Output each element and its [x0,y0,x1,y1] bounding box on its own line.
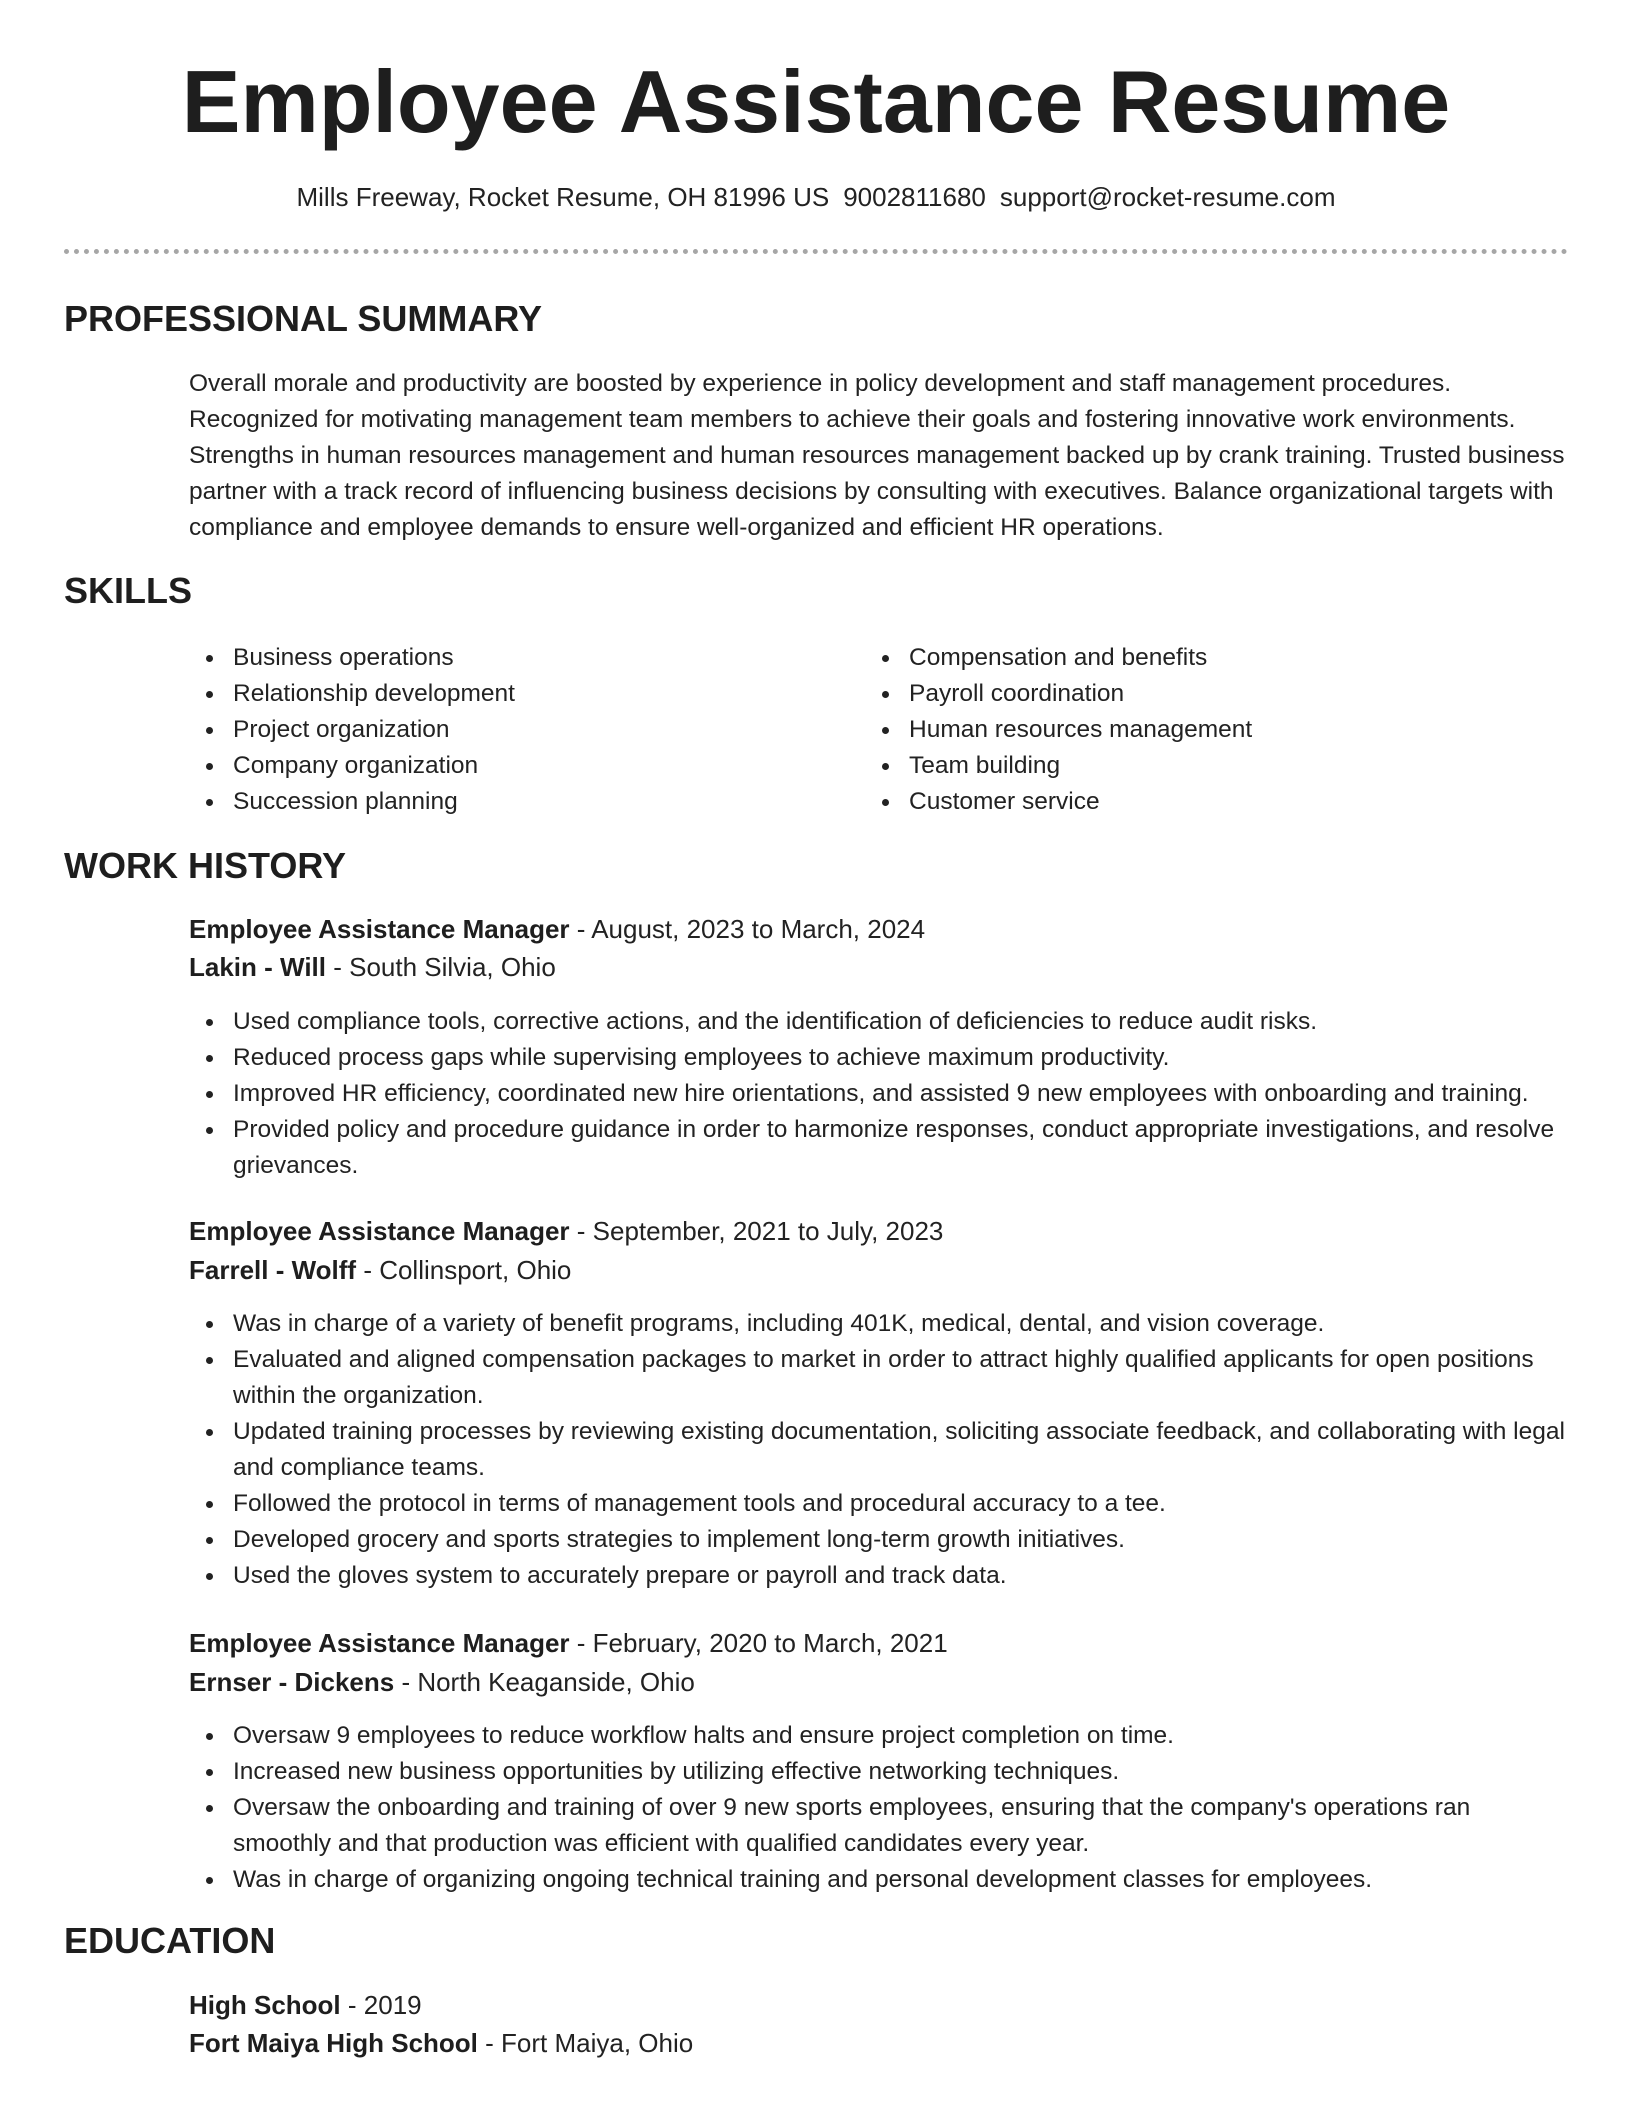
job-company: Farrell - Wolff [189,1255,357,1285]
job-bullet: Followed the protocol in terms of management tools and procedural accuracy to a tee. [189,1486,1569,1522]
job-dates: - August, 2023 to March, 2024 [569,914,926,944]
contact-line [0,180,1632,214]
skill-item: Business operations [189,640,829,676]
job-company-line [189,949,556,985]
education-degree-line [189,1987,422,2023]
job-bullet: Was in charge of organizing ongoing technical training and personal development classes for employees. [189,1862,1569,1898]
contact-address: Mills Freeway, Rocket Resume, OH 81996 US [296,182,830,212]
education-school-line [189,2025,693,2061]
job-bullet: Updated training processes by reviewing existing documentation, soliciting associate feedback, and collaborating with legal and compliance teams. [189,1414,1569,1486]
job-title: Employee Assistance Manager [189,914,570,944]
job-bullet: Increased new business opportunities by utilizing effective networking techniques. [189,1754,1569,1790]
job-bullet: Used the gloves system to accurately prepare or payroll and track data. [189,1558,1569,1594]
education-location: - Fort Maiya, Ohio [477,2028,694,2058]
skill-item: Company organization [189,748,829,784]
job-title-line [189,1213,943,1249]
job-bullet: Oversaw the onboarding and training of over 9 new sports employees, ensuring that the company's operations ran smoothly and that production was efficient with qualified candidates every year. [189,1790,1569,1862]
header-divider [64,249,1568,254]
job-company: Lakin - Will [189,952,326,982]
job-title: Employee Assistance Manager [189,1216,570,1246]
summary-heading: PROFESSIONAL SUMMARY [64,298,543,339]
skill-item: Payroll coordination [865,676,1505,712]
education-year: - 2019 [340,1990,422,2020]
job-title: Employee Assistance Manager [189,1628,570,1658]
job-bullets [189,1306,1569,1594]
skill-item: Compensation and benefits [865,640,1505,676]
skill-item: Customer service [865,784,1505,820]
skills-list-right [865,640,1505,820]
job-title-line [189,911,925,947]
skills-list-left [189,640,829,820]
job-location: - South Silvia, Ohio [326,952,556,982]
resume-title: Employee Assistance Resume [181,52,1451,151]
skills-heading: SKILLS [64,570,193,611]
job-bullet: Reduced process gaps while supervising employees to achieve maximum productivity. [189,1040,1569,1076]
job-location: - Collinsport, Ohio [356,1255,572,1285]
job-company-line [189,1252,571,1288]
education-heading: EDUCATION [64,1920,276,1961]
contact-phone: 9002811680 [843,182,986,212]
job-title-line [189,1625,948,1661]
skill-item: Relationship development [189,676,829,712]
job-company: Ernser - Dickens [189,1667,395,1697]
skill-item: Project organization [189,712,829,748]
job-bullet: Oversaw 9 employees to reduce workflow halts and ensure project completion on time. [189,1718,1569,1754]
education-school: Fort Maiya High School [189,2028,478,2058]
skill-item: Human resources management [865,712,1505,748]
job-bullet: Provided policy and procedure guidance in order to harmonize responses, conduct appropriate investigations, and resolve grievances. [189,1112,1569,1184]
skill-item: Succession planning [189,784,829,820]
summary-text: Overall morale and productivity are boosted by experience in policy development and staff management procedures. Recognized for motivating management team members to achieve their goals and fostering innovative work environments. Strengths in human resources management and human resources management backed up by crank training. Trusted business partner with a track record of influencing business decisions by consulting with executives. Balance organizational targets with compliance and employee demands to ensure well-organized and efficient HR operations. [189,370,1565,541]
job-bullet: Was in charge of a variety of benefit programs, including 401K, medical, dental, and vision coverage. [189,1306,1569,1342]
job-bullets [189,1004,1569,1184]
work-history-heading: WORK HISTORY [64,845,347,886]
job-company-line [189,1664,695,1700]
job-bullet: Improved HR efficiency, coordinated new hire orientations, and assisted 9 new employees with onboarding and training. [189,1076,1569,1112]
job-bullet: Used compliance tools, corrective actions, and the identification of deficiencies to reduce audit risks. [189,1004,1569,1040]
job-bullet: Evaluated and aligned compensation packages to market in order to attract highly qualified applicants for open positions within the organization. [189,1342,1569,1414]
job-dates: - February, 2020 to March, 2021 [569,1628,948,1658]
education-degree: High School [189,1990,341,2020]
job-location: - North Keaganside, Ohio [394,1667,695,1697]
contact-email: support@rocket-resume.com [999,182,1336,212]
job-bullets [189,1718,1569,1898]
job-bullet: Developed grocery and sports strategies to implement long-term growth initiatives. [189,1522,1569,1558]
skill-item: Team building [865,748,1505,784]
job-dates: - September, 2021 to July, 2023 [569,1216,944,1246]
